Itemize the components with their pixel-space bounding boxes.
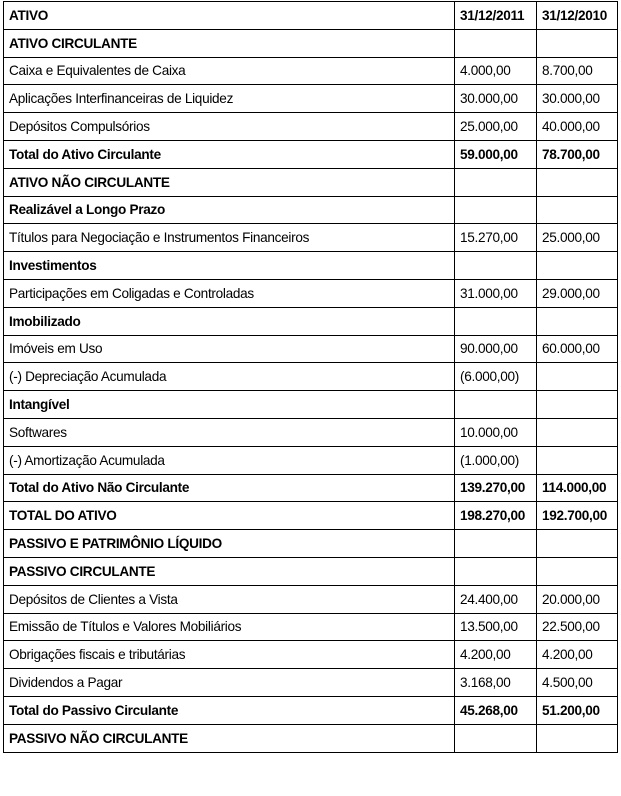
table-row [4, 140, 618, 168]
table-row [4, 224, 618, 252]
value-2010-cell [537, 724, 618, 752]
value-2011-cell: 30.000,00 [455, 85, 537, 113]
value-2011-cell: 31.000,00 [455, 279, 537, 307]
row-label-cell: TOTAL DO ATIVO [4, 502, 455, 530]
table-row [4, 613, 618, 641]
value-2011-cell: 45.268,00 [455, 696, 537, 724]
value-2010-cell [537, 391, 618, 419]
value-2011-cell: 198.270,00 [455, 502, 537, 530]
value-2011-cell: 3.168,00 [455, 669, 537, 697]
table-row [4, 696, 618, 724]
value-2010-cell: 60.000,00 [537, 335, 618, 363]
value-2011-cell: 15.270,00 [455, 224, 537, 252]
value-2011-cell [455, 530, 537, 558]
header-label-cell: ATIVO [4, 2, 455, 30]
row-label-cell: Depósitos Compulsórios [4, 113, 455, 141]
table-row [4, 530, 618, 558]
row-label-cell: Títulos para Negociação e Instrumentos Financeiros [4, 224, 455, 252]
table-row [4, 641, 618, 669]
value-2010-cell [537, 530, 618, 558]
value-2010-cell: 4.200,00 [537, 641, 618, 669]
value-2010-cell [537, 196, 618, 224]
row-label-cell: Caixa e Equivalentes de Caixa [4, 57, 455, 85]
table-row [4, 85, 618, 113]
value-2011-cell [455, 391, 537, 419]
value-2010-cell: 114.000,00 [537, 474, 618, 502]
row-label-cell: PASSIVO NÃO CIRCULANTE [4, 724, 455, 752]
row-label-cell: Softwares [4, 418, 455, 446]
value-2011-cell: (1.000,00) [455, 446, 537, 474]
row-label-cell: Depósitos de Clientes a Vista [4, 585, 455, 613]
table-row [4, 113, 618, 141]
table-row [4, 196, 618, 224]
value-2011-cell [455, 196, 537, 224]
value-2010-cell: 51.200,00 [537, 696, 618, 724]
row-label-cell: Intangível [4, 391, 455, 419]
row-label-cell: Obrigações fiscais e tributárias [4, 641, 455, 669]
value-2010-cell [537, 418, 618, 446]
value-2010-cell [537, 446, 618, 474]
value-2010-cell [537, 307, 618, 335]
row-label-cell: Aplicações Interfinanceiras de Liquidez [4, 85, 455, 113]
table-row [4, 57, 618, 85]
value-2011-cell: 13.500,00 [455, 613, 537, 641]
table-row [4, 307, 618, 335]
value-2011-cell: 4.000,00 [455, 57, 537, 85]
table-row [4, 335, 618, 363]
header-2011-cell: 31/12/2011 [455, 2, 537, 30]
row-label-cell: Imóveis em Uso [4, 335, 455, 363]
table-row [4, 557, 618, 585]
header-2010-cell: 31/12/2010 [537, 2, 618, 30]
value-2011-cell [455, 724, 537, 752]
value-2010-cell: 25.000,00 [537, 224, 618, 252]
table-row [4, 502, 618, 530]
row-label-cell: Total do Passivo Circulante [4, 696, 455, 724]
value-2011-cell: (6.000,00) [455, 363, 537, 391]
table-row [4, 168, 618, 196]
value-2010-cell: 30.000,00 [537, 85, 618, 113]
value-2010-cell: 20.000,00 [537, 585, 618, 613]
row-label-cell: PASSIVO CIRCULANTE [4, 557, 455, 585]
value-2011-cell: 24.400,00 [455, 585, 537, 613]
value-2011-cell [455, 252, 537, 280]
value-2010-cell [537, 557, 618, 585]
table-row [4, 363, 618, 391]
value-2011-cell [455, 557, 537, 585]
table-row [4, 418, 618, 446]
row-label-cell: Investimentos [4, 252, 455, 280]
row-label-cell: PASSIVO E PATRIMÔNIO LÍQUIDO [4, 530, 455, 558]
value-2010-cell: 4.500,00 [537, 669, 618, 697]
table-row [4, 669, 618, 697]
value-2011-cell [455, 29, 537, 57]
value-2010-cell: 22.500,00 [537, 613, 618, 641]
value-2011-cell: 90.000,00 [455, 335, 537, 363]
table-row [4, 279, 618, 307]
value-2010-cell: 29.000,00 [537, 279, 618, 307]
table-row [4, 474, 618, 502]
table-row [4, 29, 618, 57]
value-2010-cell [537, 252, 618, 280]
row-label-cell: (-) Depreciação Acumulada [4, 363, 455, 391]
value-2010-cell: 192.700,00 [537, 502, 618, 530]
table-header [4, 2, 618, 30]
value-2011-cell: 59.000,00 [455, 140, 537, 168]
value-2010-cell: 40.000,00 [537, 113, 618, 141]
value-2010-cell: 8.700,00 [537, 57, 618, 85]
row-label-cell: Imobilizado [4, 307, 455, 335]
row-label-cell: (-) Amortização Acumulada [4, 446, 455, 474]
value-2010-cell [537, 29, 618, 57]
value-2011-cell [455, 168, 537, 196]
table-row [4, 391, 618, 419]
value-2011-cell: 10.000,00 [455, 418, 537, 446]
header-row [4, 2, 618, 30]
value-2011-cell: 4.200,00 [455, 641, 537, 669]
table-row [4, 446, 618, 474]
value-2010-cell [537, 168, 618, 196]
value-2011-cell: 139.270,00 [455, 474, 537, 502]
row-label-cell: Dividendos a Pagar [4, 669, 455, 697]
balance-sheet-table [3, 1, 618, 753]
row-label-cell: Emissão de Títulos e Valores Mobiliários [4, 613, 455, 641]
value-2010-cell [537, 363, 618, 391]
row-label-cell: Participações em Coligadas e Controladas [4, 279, 455, 307]
row-label-cell: ATIVO NÃO CIRCULANTE [4, 168, 455, 196]
value-2011-cell: 25.000,00 [455, 113, 537, 141]
table-row [4, 585, 618, 613]
row-label-cell: ATIVO CIRCULANTE [4, 29, 455, 57]
table-row [4, 724, 618, 752]
value-2011-cell [455, 307, 537, 335]
row-label-cell: Realizável a Longo Prazo [4, 196, 455, 224]
row-label-cell: Total do Ativo Não Circulante [4, 474, 455, 502]
table-body [4, 29, 618, 752]
row-label-cell: Total do Ativo Circulante [4, 140, 455, 168]
value-2010-cell: 78.700,00 [537, 140, 618, 168]
table-row [4, 252, 618, 280]
